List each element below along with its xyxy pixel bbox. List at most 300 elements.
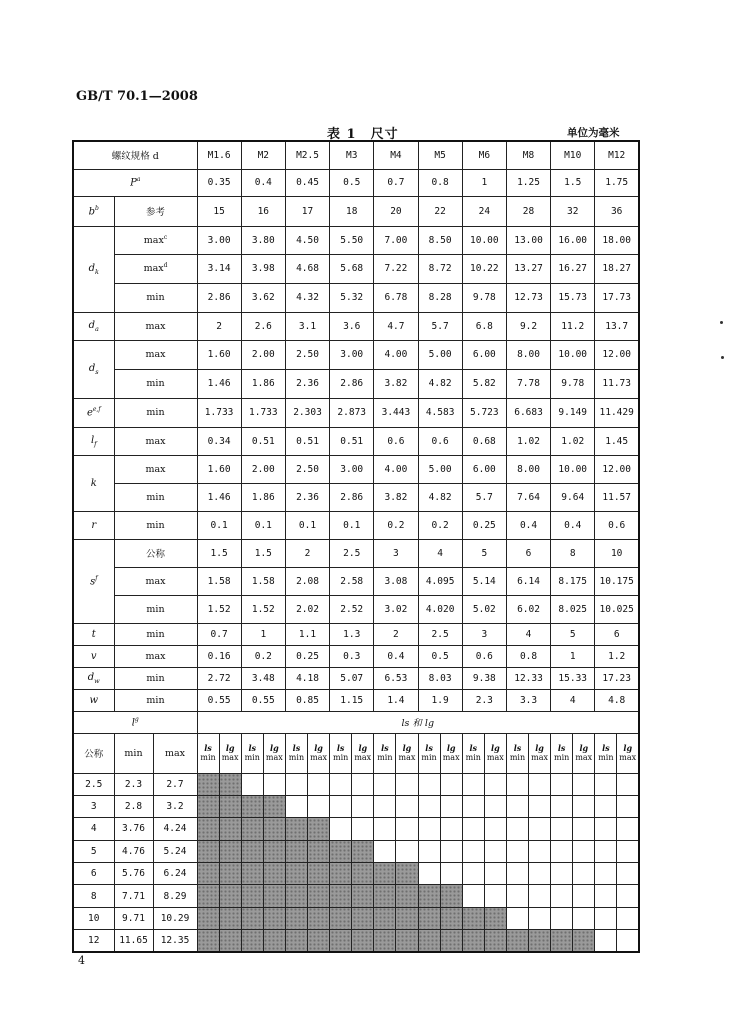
value-cell: 4.82 xyxy=(418,369,462,398)
l-subheader xyxy=(308,733,330,773)
min-label: min xyxy=(244,753,260,762)
dimension-row xyxy=(73,483,639,511)
value-cell: 3.82 xyxy=(374,483,418,511)
ls-lg-cell-shaded xyxy=(263,930,285,952)
symbol-dk: $d_k$ xyxy=(73,226,114,312)
symbol-s: $s^f$ xyxy=(73,539,114,623)
value-cell: 2.36 xyxy=(285,483,329,511)
dimension-row xyxy=(73,196,639,226)
value-cell: 0.1 xyxy=(285,511,329,539)
value-cell: 6.8 xyxy=(462,312,506,340)
ls-lg-cell xyxy=(529,773,551,795)
length-max: 3.2 xyxy=(153,795,197,817)
ls-lg-cell xyxy=(352,773,374,795)
ls-lg-cell xyxy=(595,930,617,952)
ls-lg-cell-shaded xyxy=(374,907,396,929)
value-cell: 8.025 xyxy=(551,595,595,623)
ls-lg-cell xyxy=(418,795,440,817)
value-cell: 1.52 xyxy=(197,595,241,623)
ls-lg-cell xyxy=(440,795,462,817)
ls-lg-cell-shaded xyxy=(285,885,307,907)
l-subheader xyxy=(551,733,573,773)
length-nominal: 5 xyxy=(73,840,114,862)
value-cell: 2.86 xyxy=(330,369,374,398)
symbol-da: $d_a$ xyxy=(73,312,114,340)
value-cell: 6 xyxy=(595,623,639,645)
l-label xyxy=(73,711,197,733)
value-cell: 1.25 xyxy=(506,169,550,196)
symbol-r: r xyxy=(73,511,114,539)
value-cell: 4.68 xyxy=(285,254,329,283)
ls-lg-cell xyxy=(529,907,551,929)
value-cell: 9.64 xyxy=(551,483,595,511)
value-cell: 10.00 xyxy=(551,455,595,483)
standard-number: GB/T 70.1—2008 xyxy=(76,89,198,104)
l-subheader xyxy=(529,733,551,773)
ls-lg-cell xyxy=(484,863,506,885)
l-subheader xyxy=(595,733,617,773)
value-cell: 6.02 xyxy=(506,595,550,623)
value-cell: 1.4 xyxy=(374,689,418,711)
value-cell: 36 xyxy=(595,196,639,226)
value-cell: 2.52 xyxy=(330,595,374,623)
value-cell: 2.00 xyxy=(241,340,285,369)
value-cell: 1.1 xyxy=(285,623,329,645)
dimension-row xyxy=(73,645,639,667)
ls-lg-cell-shaded xyxy=(484,930,506,952)
size-header: M2.5 xyxy=(285,141,329,169)
row-label: min xyxy=(114,511,197,539)
ls-lg-cell xyxy=(308,773,330,795)
value-cell: 3.3 xyxy=(506,689,550,711)
min-label: min xyxy=(333,753,349,762)
ls-lg-cell-shaded xyxy=(263,907,285,929)
length-row xyxy=(73,795,639,817)
value-cell: 5 xyxy=(551,623,595,645)
value-cell: 0.45 xyxy=(285,169,329,196)
value-cell: 18.27 xyxy=(595,254,639,283)
ls-lg-cell-shaded xyxy=(219,840,241,862)
value-cell: 4.7 xyxy=(374,312,418,340)
max-label: max xyxy=(531,753,548,762)
ls-lg-cell-shaded xyxy=(352,885,374,907)
value-cell: 3.00 xyxy=(197,226,241,254)
size-header: M1.6 xyxy=(197,141,241,169)
value-cell: 11.2 xyxy=(551,312,595,340)
value-cell: 15 xyxy=(197,196,241,226)
ls-symbol: ls xyxy=(425,743,433,753)
ls-lg-cell xyxy=(529,818,551,840)
value-cell: 0.4 xyxy=(551,511,595,539)
ls-lg-cell-shaded xyxy=(219,907,241,929)
ls-lg-cell xyxy=(308,795,330,817)
row-label: max xyxy=(114,645,197,667)
dimension-row xyxy=(73,511,639,539)
ls-lg-cell xyxy=(418,818,440,840)
value-cell: 4.020 xyxy=(418,595,462,623)
min-label: min xyxy=(598,753,614,762)
ls-lg-cell-shaded xyxy=(241,885,263,907)
row-label: min xyxy=(114,483,197,511)
value-cell: 8.03 xyxy=(418,667,462,689)
unit-note: 单位为毫米 xyxy=(567,127,620,139)
row-label: min xyxy=(114,667,197,689)
value-cell: 0.34 xyxy=(197,427,241,455)
max-label: max xyxy=(354,753,372,762)
lg-symbol: lg xyxy=(623,743,633,753)
value-cell: 0.7 xyxy=(374,169,418,196)
dimension-row xyxy=(73,539,639,567)
dimension-row xyxy=(73,455,639,483)
value-cell: 6.00 xyxy=(462,455,506,483)
lg-symbol: lg xyxy=(225,743,235,753)
ls-lg-cell xyxy=(573,818,595,840)
ls-symbol: ls xyxy=(381,743,389,753)
ls-lg-cell-shaded xyxy=(285,818,307,840)
ls-lg-label: ls 和 lg xyxy=(197,711,639,733)
value-cell: 1.733 xyxy=(241,398,285,427)
max-label: max xyxy=(310,753,327,762)
col-nominal: 公称 xyxy=(73,733,114,773)
ls-lg-cell-shaded xyxy=(462,907,484,929)
ls-lg-cell xyxy=(462,863,484,885)
length-max: 5.24 xyxy=(153,840,197,862)
value-cell: 6.53 xyxy=(374,667,418,689)
length-max: 4.24 xyxy=(153,818,197,840)
symbol-b: $b^b$ xyxy=(73,196,114,226)
ls-lg-cell xyxy=(484,773,506,795)
dimension-row xyxy=(73,169,639,196)
value-cell: 1.02 xyxy=(506,427,550,455)
length-min: 4.76 xyxy=(114,840,153,862)
ls-lg-cell-shaded xyxy=(308,885,330,907)
ls-lg-cell-shaded xyxy=(396,885,418,907)
length-nominal: 12 xyxy=(73,930,114,952)
ls-lg-cell-shaded xyxy=(418,930,440,952)
length-max: 12.35 xyxy=(153,930,197,952)
value-cell: 1.15 xyxy=(330,689,374,711)
length-max: 10.29 xyxy=(153,907,197,929)
size-header: M8 xyxy=(506,141,550,169)
ls-lg-cell xyxy=(595,773,617,795)
ls-lg-cell xyxy=(418,840,440,862)
ls-lg-cell-shaded xyxy=(241,818,263,840)
row-label: 公称 xyxy=(114,539,197,567)
value-cell: 5.7 xyxy=(462,483,506,511)
value-cell: 16.27 xyxy=(551,254,595,283)
l-subheader xyxy=(617,733,639,773)
value-cell: 8.28 xyxy=(418,283,462,312)
value-cell: 0.35 xyxy=(197,169,241,196)
ls-lg-cell xyxy=(506,818,528,840)
ls-lg-cell-shaded xyxy=(308,863,330,885)
ls-lg-cell xyxy=(484,818,506,840)
value-cell: 0.8 xyxy=(506,645,550,667)
value-cell: 18 xyxy=(330,196,374,226)
value-cell: 1.60 xyxy=(197,455,241,483)
value-cell: 24 xyxy=(462,196,506,226)
value-cell: 10.025 xyxy=(595,595,639,623)
value-cell: 1 xyxy=(551,645,595,667)
value-cell: 12.00 xyxy=(595,340,639,369)
value-cell: 2 xyxy=(197,312,241,340)
footnote-mark: d xyxy=(163,262,168,270)
length-min: 2.3 xyxy=(114,773,153,795)
length-subheader-row xyxy=(73,733,639,773)
value-cell: 2.303 xyxy=(285,398,329,427)
size-header: M6 xyxy=(462,141,506,169)
value-cell: 0.51 xyxy=(285,427,329,455)
ls-lg-cell xyxy=(551,795,573,817)
lg-symbol: lg xyxy=(358,743,368,753)
value-cell: 20 xyxy=(374,196,418,226)
ls-lg-cell xyxy=(529,885,551,907)
value-cell: 3.62 xyxy=(241,283,285,312)
value-cell: 5.723 xyxy=(462,398,506,427)
value-cell: 9.78 xyxy=(462,283,506,312)
symbol-e: $e^{e,f}$ xyxy=(73,398,114,427)
dimension-row xyxy=(73,369,639,398)
l-subheader xyxy=(285,733,307,773)
ls-lg-cell xyxy=(352,795,374,817)
value-cell: 1.52 xyxy=(241,595,285,623)
l-subheader xyxy=(374,733,396,773)
ls-lg-cell-shaded xyxy=(440,885,462,907)
dimension-row xyxy=(73,226,639,254)
ls-lg-cell-shaded xyxy=(241,863,263,885)
value-cell: 1.86 xyxy=(241,369,285,398)
ls-lg-cell-shaded xyxy=(197,930,219,952)
dimension-row xyxy=(73,667,639,689)
length-min: 11.65 xyxy=(114,930,153,952)
value-cell: 3.82 xyxy=(374,369,418,398)
l-subheader xyxy=(241,733,263,773)
ls-symbol: ls xyxy=(602,743,610,753)
symbol-k: k xyxy=(73,455,114,511)
value-cell: 3.80 xyxy=(241,226,285,254)
value-cell: 1.5 xyxy=(197,539,241,567)
lg-symbol: lg xyxy=(402,743,412,753)
ls-lg-cell-shaded xyxy=(418,907,440,929)
length-nominal: 8 xyxy=(73,885,114,907)
length-nominal: 6 xyxy=(73,863,114,885)
footnote-mark: f xyxy=(95,574,98,582)
ls-lg-cell xyxy=(440,863,462,885)
min-label: min xyxy=(288,753,305,762)
l-subheader xyxy=(462,733,484,773)
value-cell: 2.5 xyxy=(330,539,374,567)
value-cell: 5.00 xyxy=(418,455,462,483)
ls-lg-cell-shaded xyxy=(241,840,263,862)
ls-lg-cell-shaded xyxy=(440,930,462,952)
ls-lg-cell xyxy=(330,795,352,817)
size-header: M12 xyxy=(595,141,639,169)
value-cell: 0.7 xyxy=(197,623,241,645)
ls-lg-cell-shaded xyxy=(308,818,330,840)
min-label: min xyxy=(421,753,437,762)
value-cell: 1.86 xyxy=(241,483,285,511)
max-label: max xyxy=(619,753,637,762)
value-cell: 4.00 xyxy=(374,340,418,369)
ls-lg-cell xyxy=(617,885,639,907)
value-cell: 9.38 xyxy=(462,667,506,689)
ls-lg-cell xyxy=(396,840,418,862)
value-cell: 10 xyxy=(595,539,639,567)
l-symbol: l xyxy=(131,717,135,729)
ls-lg-cell xyxy=(462,885,484,907)
ls-lg-cell-shaded xyxy=(330,840,352,862)
size-header: M2 xyxy=(241,141,285,169)
page-number: 4 xyxy=(78,954,85,967)
ls-lg-cell xyxy=(529,840,551,862)
value-cell: 16 xyxy=(241,196,285,226)
value-cell: 2.5 xyxy=(418,623,462,645)
ls-lg-cell xyxy=(462,773,484,795)
ls-symbol: ls xyxy=(513,743,522,753)
value-cell: 7.22 xyxy=(374,254,418,283)
value-cell: 1.60 xyxy=(197,340,241,369)
value-cell: 0.68 xyxy=(462,427,506,455)
ls-lg-cell-shaded xyxy=(374,885,396,907)
value-cell: 0.8 xyxy=(418,169,462,196)
table-caption: 表 1 尺寸 xyxy=(327,127,399,142)
value-cell: 2.86 xyxy=(197,283,241,312)
length-nominal: 10 xyxy=(73,907,114,929)
value-cell: 5.02 xyxy=(462,595,506,623)
ls-lg-cell xyxy=(595,907,617,929)
size-header: M5 xyxy=(418,141,462,169)
ls-lg-cell-shaded xyxy=(308,907,330,929)
ls-lg-cell-shaded xyxy=(197,885,219,907)
ls-lg-cell-shaded xyxy=(197,863,219,885)
ls-lg-cell xyxy=(484,885,506,907)
value-cell: 32 xyxy=(551,196,595,226)
value-cell: 1.58 xyxy=(197,567,241,595)
ls-lg-cell xyxy=(263,773,285,795)
value-cell: 0.4 xyxy=(241,169,285,196)
value-cell: 2 xyxy=(285,539,329,567)
value-cell: 9.2 xyxy=(506,312,550,340)
value-cell: 0.55 xyxy=(197,689,241,711)
ls-lg-cell xyxy=(573,907,595,929)
ls-lg-cell xyxy=(374,818,396,840)
value-cell: 2.6 xyxy=(241,312,285,340)
ls-symbol: ls xyxy=(292,743,301,753)
value-cell: 8.50 xyxy=(418,226,462,254)
ls-lg-cell-shaded xyxy=(241,907,263,929)
length-min: 2.8 xyxy=(114,795,153,817)
value-cell: 8.00 xyxy=(506,340,550,369)
row-label: min xyxy=(114,283,197,312)
dimension-row xyxy=(73,283,639,312)
value-cell: 1.02 xyxy=(551,427,595,455)
value-cell: 5.68 xyxy=(330,254,374,283)
dimension-row xyxy=(73,689,639,711)
value-cell: 0.2 xyxy=(241,645,285,667)
value-cell: 3 xyxy=(374,539,418,567)
length-max: 6.24 xyxy=(153,863,197,885)
ls-lg-cell-shaded xyxy=(573,930,595,952)
ls-lg-cell xyxy=(595,840,617,862)
value-cell: 15.33 xyxy=(551,667,595,689)
value-cell: 4.095 xyxy=(418,567,462,595)
symbol-w: w xyxy=(73,689,114,711)
length-row xyxy=(73,773,639,795)
row-label: max xyxy=(114,427,197,455)
value-cell: 2.36 xyxy=(285,369,329,398)
footnote-mark: b xyxy=(95,204,99,212)
max-label: max xyxy=(221,753,239,762)
length-row xyxy=(73,930,639,952)
lg-symbol: lg xyxy=(446,743,456,753)
value-cell: 4 xyxy=(551,689,595,711)
size-header: M3 xyxy=(330,141,374,169)
length-nominal: 3 xyxy=(73,795,114,817)
dimension-row xyxy=(73,623,639,645)
l-subheader xyxy=(219,733,241,773)
value-cell: 4 xyxy=(418,539,462,567)
ls-lg-cell-shaded xyxy=(263,863,285,885)
length-row xyxy=(73,863,639,885)
value-cell: 0.1 xyxy=(330,511,374,539)
ls-lg-cell-shaded xyxy=(197,907,219,929)
row-label-text: max xyxy=(143,263,164,275)
value-cell: 3.6 xyxy=(330,312,374,340)
ls-lg-cell-shaded xyxy=(285,907,307,929)
value-cell: 5.82 xyxy=(462,369,506,398)
l-subheader xyxy=(573,733,595,773)
value-cell: 3.48 xyxy=(241,667,285,689)
max-label: max xyxy=(575,753,593,762)
value-cell: 1.45 xyxy=(595,427,639,455)
value-cell: 1.5 xyxy=(551,169,595,196)
value-cell: 4.32 xyxy=(285,283,329,312)
l-subheader xyxy=(484,733,506,773)
value-cell: 12.00 xyxy=(595,455,639,483)
value-cell: 0.51 xyxy=(241,427,285,455)
ls-lg-cell xyxy=(484,840,506,862)
value-cell: 3 xyxy=(462,623,506,645)
max-label: max xyxy=(442,753,460,762)
ls-lg-cell-shaded xyxy=(197,795,219,817)
ls-symbol: ls xyxy=(469,743,478,753)
value-cell: 1.2 xyxy=(595,645,639,667)
ls-lg-cell xyxy=(330,818,352,840)
value-cell: 2.3 xyxy=(462,689,506,711)
length-min: 3.76 xyxy=(114,818,153,840)
ls-lg-cell xyxy=(595,863,617,885)
value-cell: 13.00 xyxy=(506,226,550,254)
length-nominal: 2.5 xyxy=(73,773,114,795)
value-cell: 6 xyxy=(506,539,550,567)
dimension-row xyxy=(73,567,639,595)
value-cell: 0.55 xyxy=(241,689,285,711)
lg-symbol: lg xyxy=(270,743,279,753)
size-header: M4 xyxy=(374,141,418,169)
value-cell: 0.4 xyxy=(506,511,550,539)
ls-symbol: ls xyxy=(248,743,257,753)
footnote-mark: e,f xyxy=(92,406,101,414)
value-cell: 0.25 xyxy=(462,511,506,539)
value-cell: 3.1 xyxy=(285,312,329,340)
symbol-text: P xyxy=(130,177,137,189)
value-cell: 3.98 xyxy=(241,254,285,283)
row-label: min xyxy=(114,595,197,623)
ls-lg-cell-shaded xyxy=(219,863,241,885)
value-cell: 0.6 xyxy=(462,645,506,667)
ls-lg-cell xyxy=(529,863,551,885)
ls-lg-cell xyxy=(484,795,506,817)
